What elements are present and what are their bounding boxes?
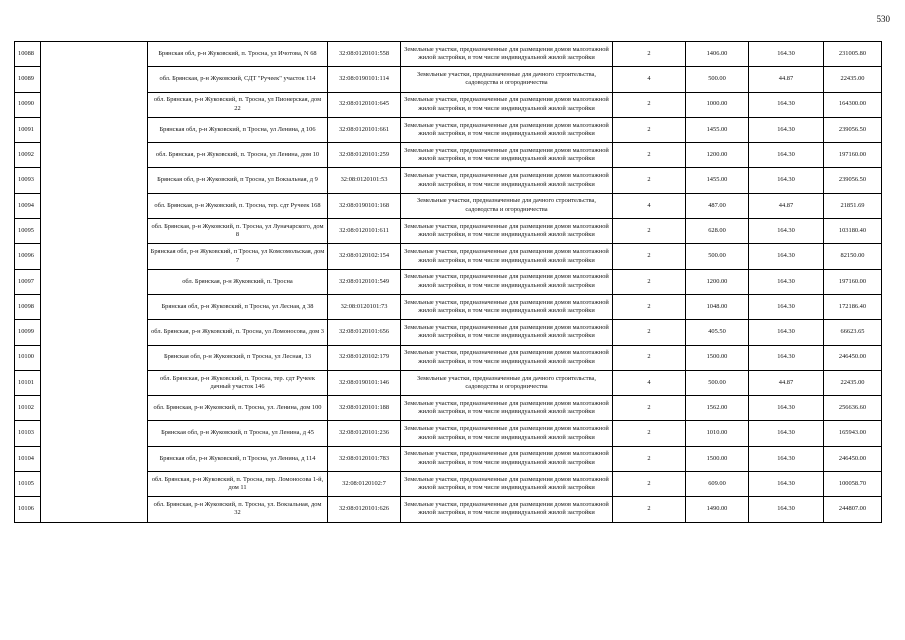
land-use-cell: Земельные участки, предназначенные для дачного строительства, садоводства и огородничества (401, 67, 613, 92)
area-cell: 628.00 (686, 219, 749, 244)
area-cell: 1200.00 (686, 269, 749, 294)
table-row (15, 42, 882, 67)
specific-value-cell: 164.30 (749, 92, 824, 117)
cadastral-value-cell: 246450.00 (824, 446, 882, 471)
spacer-cell (41, 42, 148, 67)
address-cell: обл. Брянская, р-н Жуковский, п. Тросна, тер. сдт Ручеек 168 (148, 193, 328, 218)
table-row (15, 370, 882, 395)
specific-value-cell: 164.30 (749, 472, 824, 497)
specific-value-cell: 164.30 (749, 219, 824, 244)
spacer-cell (41, 168, 148, 193)
land-use-cell: Земельные участки, предназначенные для размещения домов малоэтажной жилой застройки, в том числе индивидуальной жилой застройки (401, 421, 613, 446)
use-group-cell: 2 (613, 294, 686, 319)
table-row (15, 143, 882, 168)
spacer-cell (41, 446, 148, 471)
use-group-cell: 2 (613, 396, 686, 421)
land-plot-table (14, 41, 882, 523)
cadastral-number-cell: 32:08:0120101:626 (328, 497, 401, 522)
table-row (15, 320, 882, 345)
cadastral-number-cell: 32:08:0120102:7 (328, 472, 401, 497)
address-cell: обл. Брянская, р-н Жуковский, п. Тросна, ул Ленина, дом 10 (148, 143, 328, 168)
cadastral-value-cell: 103180.40 (824, 219, 882, 244)
land-use-cell: Земельные участки, предназначенные для размещения домов малоэтажной жилой застройки, в том числе индивидуальной жилой застройки (401, 269, 613, 294)
area-cell: 500.00 (686, 370, 749, 395)
area-cell: 1490.00 (686, 497, 749, 522)
land-use-cell: Земельные участки, предназначенные для размещения домов малоэтажной жилой застройки, в том числе индивидуальной жилой застройки (401, 219, 613, 244)
specific-value-cell: 164.30 (749, 244, 824, 269)
table-row (15, 244, 882, 269)
land-use-cell: Земельные участки, предназначенные для размещения домов малоэтажной жилой застройки, в том числе индивидуальной жилой застройки (401, 497, 613, 522)
table-row (15, 67, 882, 92)
cadastral-value-cell: 164300.00 (824, 92, 882, 117)
page-number: 530 (876, 14, 890, 24)
table-row (15, 294, 882, 319)
use-group-cell: 2 (613, 497, 686, 522)
specific-value-cell: 164.30 (749, 117, 824, 142)
use-group-cell: 4 (613, 67, 686, 92)
spacer-cell (41, 269, 148, 294)
table-row (15, 219, 882, 244)
record-number-cell: 10102 (15, 396, 41, 421)
specific-value-cell: 164.30 (749, 320, 824, 345)
cadastral-value-cell: 82150.00 (824, 244, 882, 269)
record-number-cell: 10098 (15, 294, 41, 319)
cadastral-value-cell: 21851.69 (824, 193, 882, 218)
land-use-cell: Земельные участки, предназначенные для размещения домов малоэтажной жилой застройки, в том числе индивидуальной жилой застройки (401, 446, 613, 471)
spacer-cell (41, 294, 148, 319)
use-group-cell: 2 (613, 472, 686, 497)
area-cell: 1000.00 (686, 92, 749, 117)
record-number-cell: 10089 (15, 67, 41, 92)
address-cell: обл. Брянская, р-н Жуковский, п. Тросна (148, 269, 328, 294)
cadastral-number-cell: 32:08:0120101:783 (328, 446, 401, 471)
area-cell: 500.00 (686, 67, 749, 92)
area-cell: 609.00 (686, 472, 749, 497)
cadastral-number-cell: 32:08:0120101:236 (328, 421, 401, 446)
land-use-cell: Земельные участки, предназначенные для размещения домов малоэтажной жилой застройки, в том числе индивидуальной жилой застройки (401, 42, 613, 67)
cadastral-value-cell: 231005.80 (824, 42, 882, 67)
record-number-cell: 10092 (15, 143, 41, 168)
record-number-cell: 10106 (15, 497, 41, 522)
area-cell: 1500.00 (686, 446, 749, 471)
cadastral-number-cell: 32:08:0120101:259 (328, 143, 401, 168)
area-cell: 500.00 (686, 244, 749, 269)
use-group-cell: 2 (613, 320, 686, 345)
record-number-cell: 10095 (15, 219, 41, 244)
record-number-cell: 10090 (15, 92, 41, 117)
address-cell: обл. Брянская, р-н Жуковский, п. Тросна, ул. Ленина, дом 100 (148, 396, 328, 421)
specific-value-cell: 164.30 (749, 42, 824, 67)
spacer-cell (41, 497, 148, 522)
address-cell: обл. Брянская, р-н Жуковский, СДТ "Ручеек" участок 114 (148, 67, 328, 92)
record-number-cell: 10100 (15, 345, 41, 370)
land-use-cell: Земельные участки, предназначенные для размещения домов малоэтажной жилой застройки, в том числе индивидуальной жилой застройки (401, 345, 613, 370)
table-row (15, 168, 882, 193)
cadastral-value-cell: 172186.40 (824, 294, 882, 319)
use-group-cell: 2 (613, 269, 686, 294)
spacer-cell (41, 117, 148, 142)
cadastral-value-cell: 244807.00 (824, 497, 882, 522)
cadastral-value-cell: 197160.00 (824, 143, 882, 168)
cadastral-number-cell: 32:08:0120101:53 (328, 168, 401, 193)
use-group-cell: 2 (613, 168, 686, 193)
address-cell: обл. Брянская, р-н Жуковский, п. Тросна, ул Пионерская, дом 22 (148, 92, 328, 117)
use-group-cell: 4 (613, 193, 686, 218)
cadastral-number-cell: 32:08:0120101:645 (328, 92, 401, 117)
table-row (15, 345, 882, 370)
area-cell: 1455.00 (686, 168, 749, 193)
spacer-cell (41, 219, 148, 244)
cadastral-value-cell: 256636.60 (824, 396, 882, 421)
use-group-cell: 2 (613, 117, 686, 142)
cadastral-number-cell: 32:08:0120102:179 (328, 345, 401, 370)
address-cell: Брянская обл, р-н Жуковский, п Тросна, ул Лесная, 13 (148, 345, 328, 370)
land-use-cell: Земельные участки, предназначенные для размещения домов малоэтажной жилой застройки, в том числе индивидуальной жилой застройки (401, 92, 613, 117)
table-row (15, 92, 882, 117)
record-number-cell: 10091 (15, 117, 41, 142)
specific-value-cell: 164.30 (749, 143, 824, 168)
cadastral-number-cell: 32:08:0120101:656 (328, 320, 401, 345)
record-number-cell: 10103 (15, 421, 41, 446)
cadastral-number-cell: 32:08:0120101:661 (328, 117, 401, 142)
address-cell: обл. Брянская, р-н Жуковский, п. Тросна, ул Ломоносова, дом 3 (148, 320, 328, 345)
table-row (15, 446, 882, 471)
address-cell: обл. Брянская, р-н Жуковский, п. Тросна, ул. Вокзальная, дом 32 (148, 497, 328, 522)
specific-value-cell: 164.30 (749, 345, 824, 370)
record-number-cell: 10101 (15, 370, 41, 395)
area-cell: 1010.00 (686, 421, 749, 446)
area-cell: 1562.00 (686, 396, 749, 421)
record-number-cell: 10096 (15, 244, 41, 269)
area-cell: 1200.00 (686, 143, 749, 168)
cadastral-number-cell: 32:08:0190101:146 (328, 370, 401, 395)
address-cell: Брянская обл, р-н Жуковский, п Тросна, ул Ленина, д 106 (148, 117, 328, 142)
table-row (15, 421, 882, 446)
land-use-cell: Земельные участки, предназначенные для дачного строительства, садоводства и огородничества (401, 193, 613, 218)
address-cell: Брянская обл, р-н Жуковский, п Тросна, ул Комсомольская, дом 7 (148, 244, 328, 269)
address-cell: Брянская обл, р-н Жуковский, п Тросна, ул Вокзальная, д 9 (148, 168, 328, 193)
area-cell: 405.50 (686, 320, 749, 345)
record-number-cell: 10093 (15, 168, 41, 193)
land-use-cell: Земельные участки, предназначенные для размещения домов малоэтажной жилой застройки, в том числе индивидуальной жилой застройки (401, 320, 613, 345)
specific-value-cell: 164.30 (749, 294, 824, 319)
cadastral-value-cell: 165943.00 (824, 421, 882, 446)
record-number-cell: 10104 (15, 446, 41, 471)
cadastral-value-cell: 239056.50 (824, 117, 882, 142)
record-number-cell: 10097 (15, 269, 41, 294)
spacer-cell (41, 396, 148, 421)
cadastral-number-cell: 32:08:0120101:611 (328, 219, 401, 244)
table-body (15, 42, 882, 523)
spacer-cell (41, 92, 148, 117)
area-cell: 1500.00 (686, 345, 749, 370)
cadastral-number-cell: 32:08:0190101:114 (328, 67, 401, 92)
cadastral-number-cell: 32:08:0120101:188 (328, 396, 401, 421)
record-number-cell: 10105 (15, 472, 41, 497)
spacer-cell (41, 67, 148, 92)
table-row (15, 497, 882, 522)
cadastral-number-cell: 32:08:0120101:73 (328, 294, 401, 319)
address-cell: Брянская обл, р-н Жуковский, п. Тросна, ул Ичотова, N 68 (148, 42, 328, 67)
cadastral-number-cell: 32:08:0120101:549 (328, 269, 401, 294)
cadastral-value-cell: 22435.00 (824, 67, 882, 92)
spacer-cell (41, 370, 148, 395)
land-use-cell: Земельные участки, предназначенные для размещения домов малоэтажной жилой застройки, в том числе индивидуальной жилой застройки (401, 294, 613, 319)
cadastral-number-cell: 32:08:0120101:558 (328, 42, 401, 67)
record-number-cell: 10099 (15, 320, 41, 345)
spacer-cell (41, 320, 148, 345)
table-row (15, 269, 882, 294)
address-cell: обл. Брянская, р-н Жуковский, п. Тросна, ул Луначарского, дом 8 (148, 219, 328, 244)
specific-value-cell: 44.87 (749, 67, 824, 92)
use-group-cell: 2 (613, 143, 686, 168)
land-use-cell: Земельные участки, предназначенные для размещения домов малоэтажной жилой застройки, в том числе индивидуальной жилой застройки (401, 117, 613, 142)
specific-value-cell: 164.30 (749, 269, 824, 294)
use-group-cell: 2 (613, 244, 686, 269)
address-cell: Брянская обл, р-н Жуковский, п Тросна, ул Лесная, д 38 (148, 294, 328, 319)
spacer-cell (41, 244, 148, 269)
use-group-cell: 2 (613, 446, 686, 471)
spacer-cell (41, 421, 148, 446)
table-row (15, 117, 882, 142)
table-row (15, 472, 882, 497)
spacer-cell (41, 193, 148, 218)
spacer-cell (41, 143, 148, 168)
spacer-cell (41, 345, 148, 370)
address-cell: Брянская обл, р-н Жуковский, п Тросна, ул Ленина, д 114 (148, 446, 328, 471)
address-cell: обл. Брянская, р-н Жуковский, п. Тросна, тер. сдт Ручеек дачный участок 146 (148, 370, 328, 395)
table-row (15, 396, 882, 421)
address-cell: Брянская обл, р-н Жуковский, п Тросна, ул Ленина, д 45 (148, 421, 328, 446)
land-use-cell: Земельные участки, предназначенные для размещения домов малоэтажной жилой застройки, в том числе индивидуальной жилой застройки (401, 168, 613, 193)
cadastral-value-cell: 197160.00 (824, 269, 882, 294)
specific-value-cell: 164.30 (749, 168, 824, 193)
area-cell: 487.00 (686, 193, 749, 218)
record-number-cell: 10088 (15, 42, 41, 67)
cadastral-value-cell: 66623.65 (824, 320, 882, 345)
spacer-cell (41, 472, 148, 497)
use-group-cell: 2 (613, 219, 686, 244)
area-cell: 1455.00 (686, 117, 749, 142)
specific-value-cell: 164.30 (749, 446, 824, 471)
table-row (15, 193, 882, 218)
cadastral-value-cell: 239056.50 (824, 168, 882, 193)
land-use-cell: Земельные участки, предназначенные для размещения домов малоэтажной жилой застройки, в том числе индивидуальной жилой застройки (401, 472, 613, 497)
specific-value-cell: 44.87 (749, 370, 824, 395)
use-group-cell: 2 (613, 92, 686, 117)
cadastral-number-cell: 32:08:0120102:154 (328, 244, 401, 269)
use-group-cell: 2 (613, 42, 686, 67)
land-use-cell: Земельные участки, предназначенные для дачного строительства, садоводства и огородничества (401, 370, 613, 395)
use-group-cell: 4 (613, 370, 686, 395)
land-use-cell: Земельные участки, предназначенные для размещения домов малоэтажной жилой застройки, в том числе индивидуальной жилой застройки (401, 143, 613, 168)
specific-value-cell: 44.87 (749, 193, 824, 218)
specific-value-cell: 164.30 (749, 421, 824, 446)
cadastral-number-cell: 32:08:0190101:168 (328, 193, 401, 218)
land-use-cell: Земельные участки, предназначенные для размещения домов малоэтажной жилой застройки, в том числе индивидуальной жилой застройки (401, 244, 613, 269)
cadastral-value-cell: 22435.00 (824, 370, 882, 395)
specific-value-cell: 164.30 (749, 497, 824, 522)
record-number-cell: 10094 (15, 193, 41, 218)
cadastral-value-cell: 246450.00 (824, 345, 882, 370)
area-cell: 1048.00 (686, 294, 749, 319)
use-group-cell: 2 (613, 345, 686, 370)
land-use-cell: Земельные участки, предназначенные для размещения домов малоэтажной жилой застройки, в том числе индивидуальной жилой застройки (401, 396, 613, 421)
specific-value-cell: 164.30 (749, 396, 824, 421)
area-cell: 1406.00 (686, 42, 749, 67)
cadastral-value-cell: 100058.70 (824, 472, 882, 497)
address-cell: обл. Брянская, р-н Жуковский, п. Тросна, пер. Ломоносова 1-й, дом 11 (148, 472, 328, 497)
use-group-cell: 2 (613, 421, 686, 446)
